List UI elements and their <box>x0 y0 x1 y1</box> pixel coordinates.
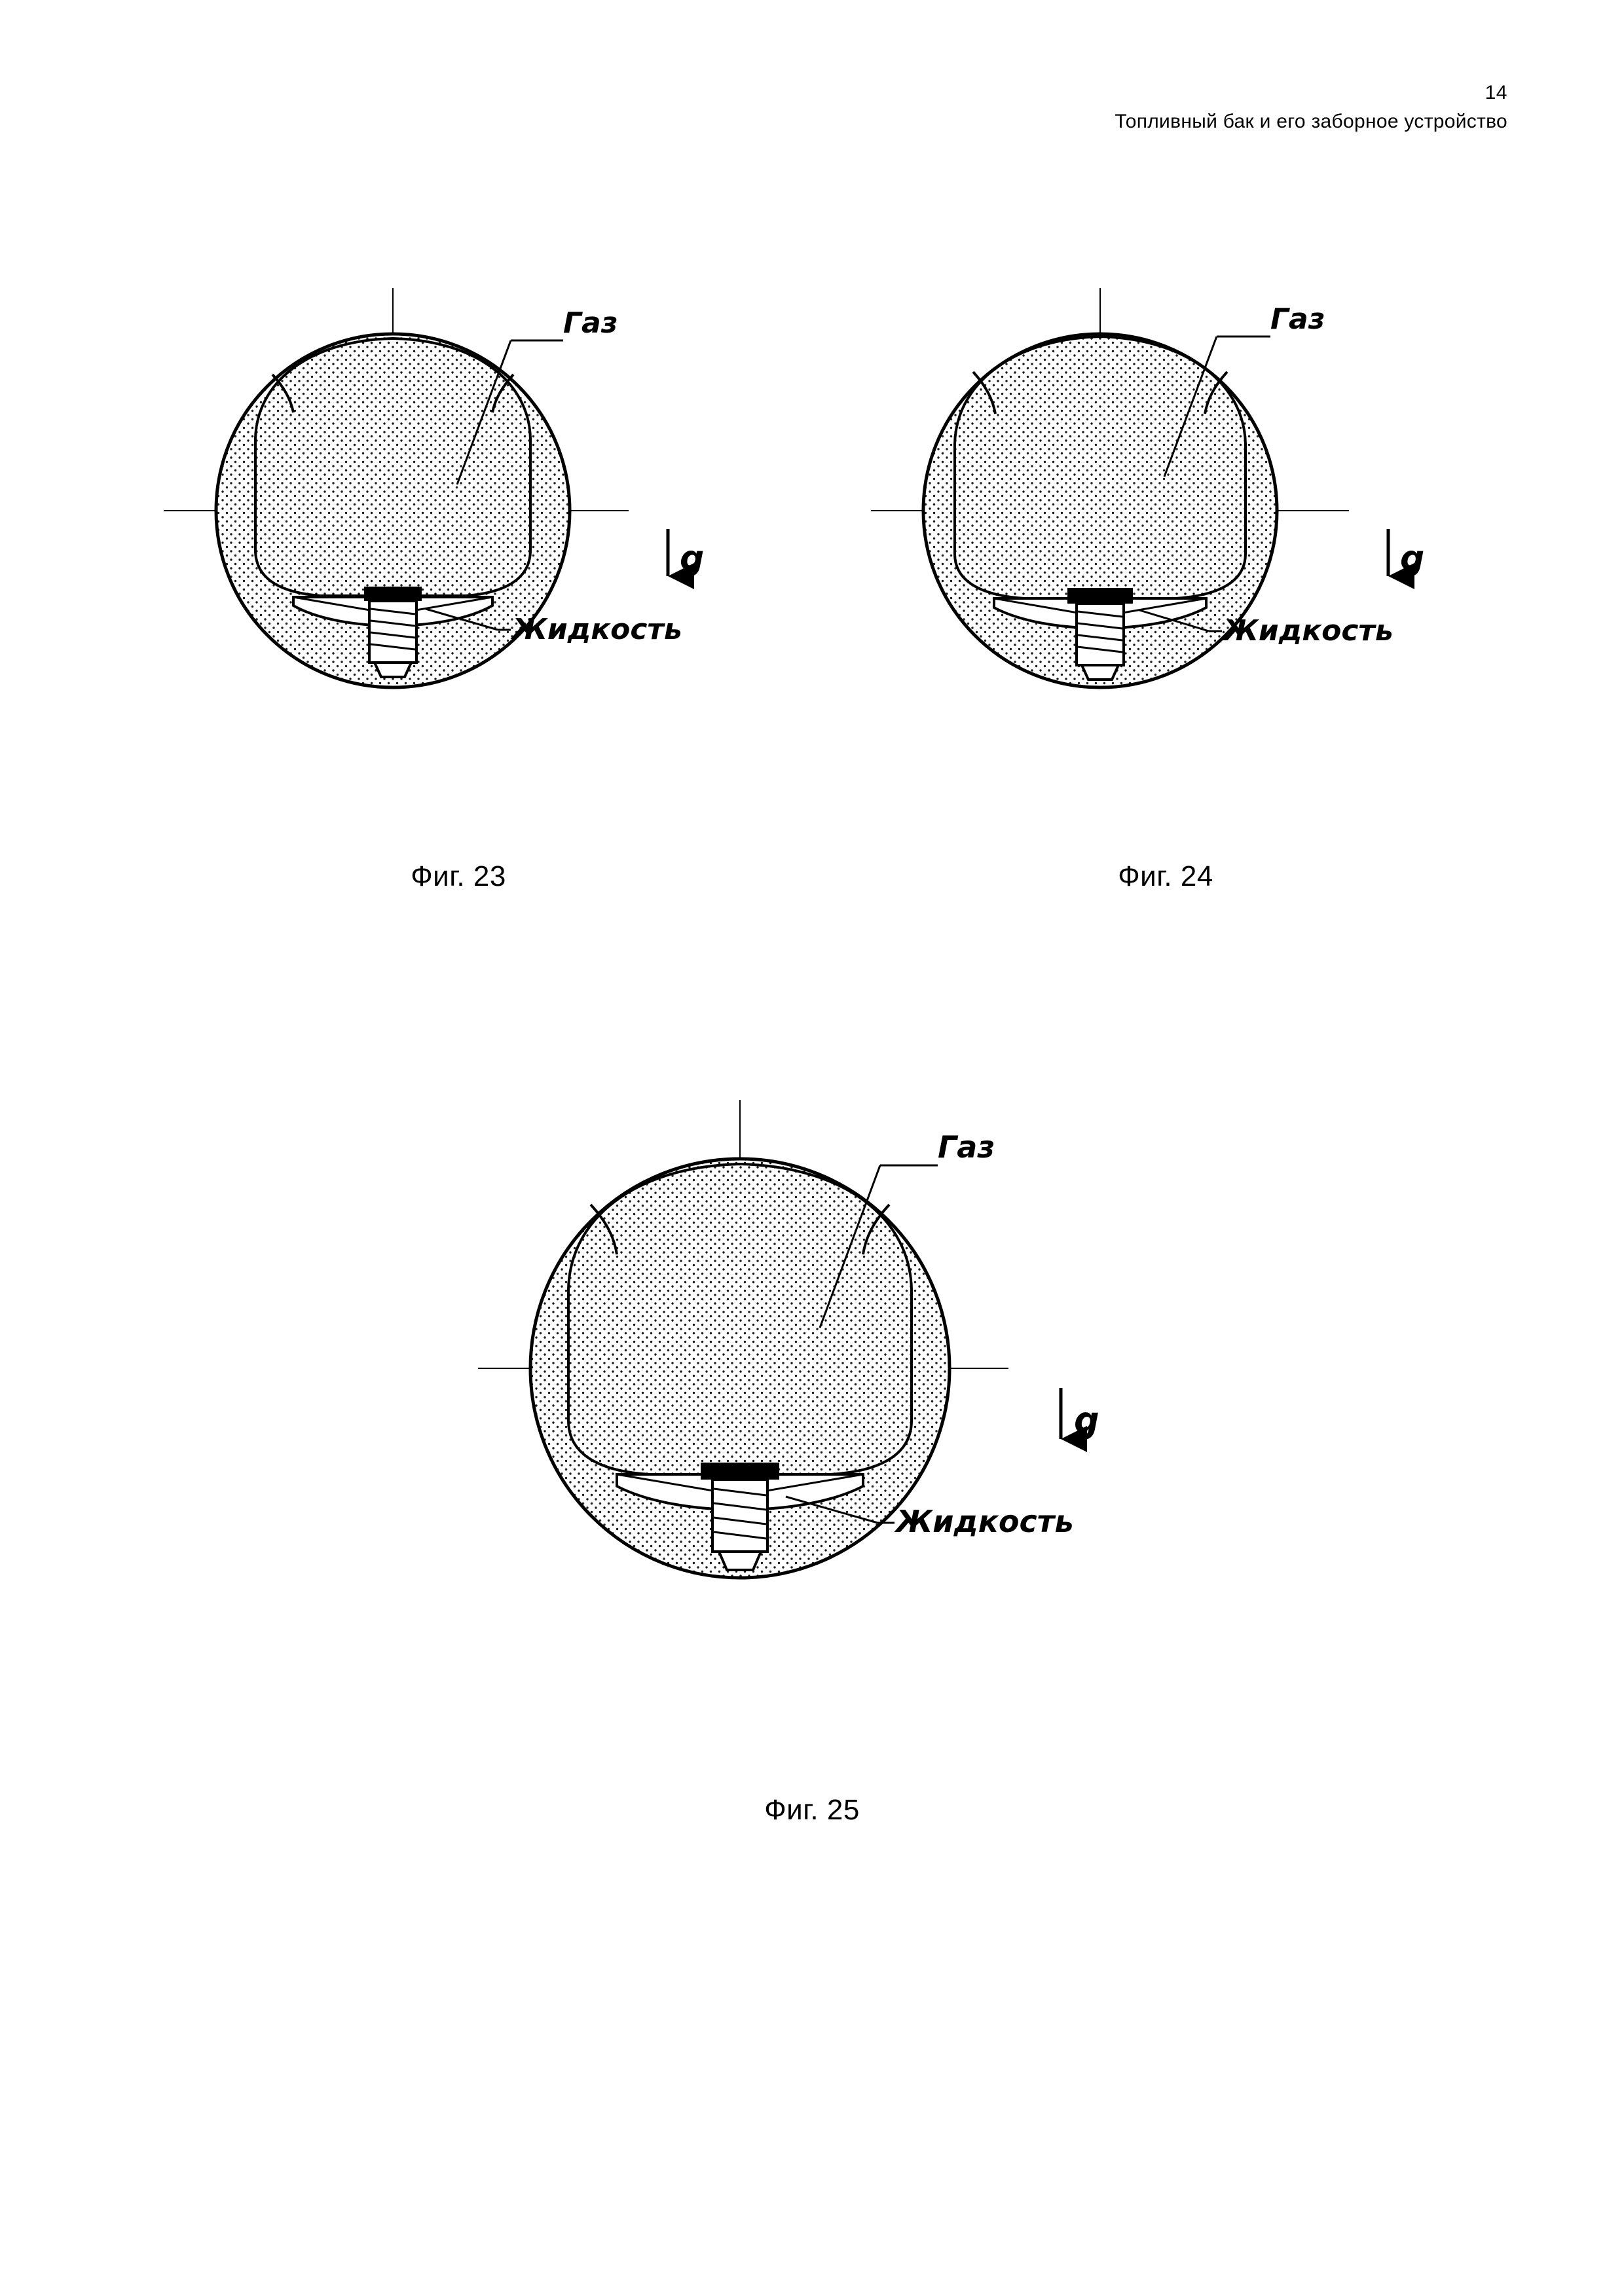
outlet-flange <box>1067 588 1133 604</box>
figure-25-caption: Фиг. 25 <box>764 1794 860 1826</box>
outlet-tip <box>375 663 411 677</box>
outlet-tip <box>1082 665 1118 680</box>
figure-fig-25 <box>0 1080 1624 1827</box>
liquid-label: Жидкость <box>512 613 682 646</box>
liquid-label: Жидкость <box>1223 614 1393 647</box>
figures-row-top <box>0 268 1624 893</box>
running-title: Топливный бак и его заборное устройство <box>1115 110 1507 132</box>
gas-label: Газ <box>938 1129 995 1165</box>
figure-25-drawing <box>432 1080 1192 1755</box>
outlet-flange <box>701 1463 779 1480</box>
gravity-label: g <box>1400 539 1425 578</box>
figure-24-drawing <box>851 268 1480 838</box>
gas-label: Газ <box>563 306 618 340</box>
gas-label: Газ <box>1270 302 1325 336</box>
figure-23-drawing <box>144 268 773 838</box>
liquid-label: Жидкость <box>896 1504 1074 1539</box>
figure-fig-24 <box>851 268 1480 893</box>
figure-fig-23 <box>144 268 773 893</box>
page-number: 14 <box>1485 82 1507 103</box>
outlet-tip <box>719 1552 761 1570</box>
figure-23-caption: Фиг. 23 <box>411 860 506 892</box>
outlet-flange <box>364 587 422 601</box>
page-header <box>1115 79 1507 136</box>
gravity-label: g <box>1074 1400 1099 1441</box>
figure-24-caption: Фиг. 24 <box>1118 860 1213 892</box>
gravity-label: g <box>680 539 705 578</box>
